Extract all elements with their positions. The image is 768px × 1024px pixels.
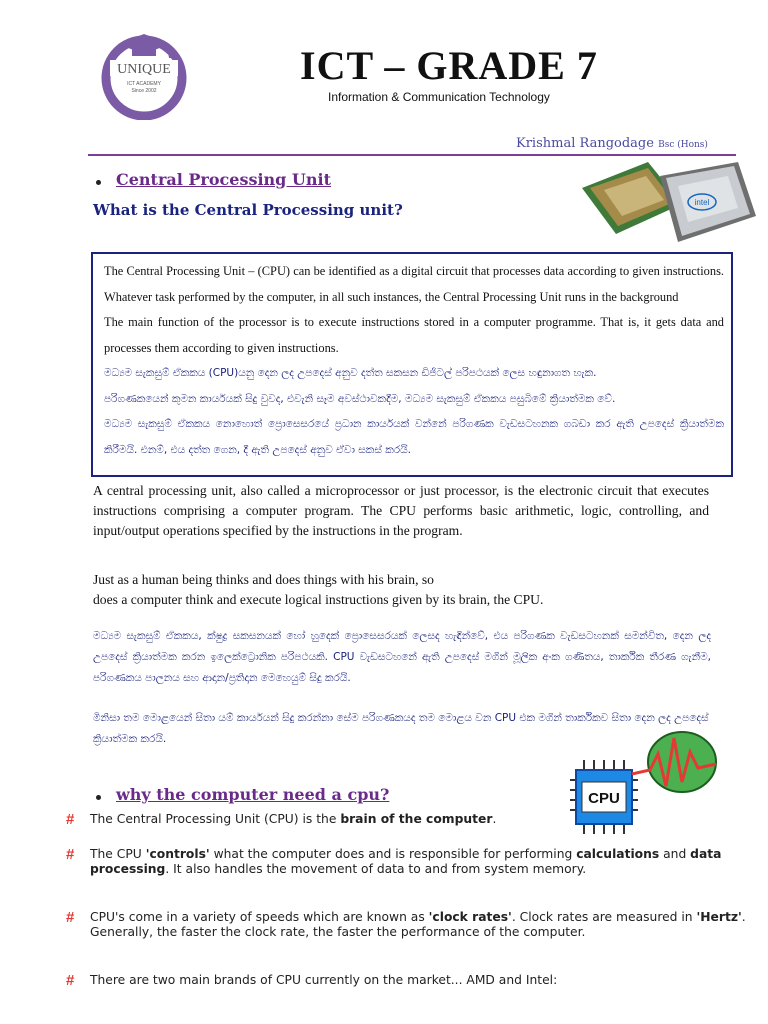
definition-box-content	[104, 259, 724, 463]
sinhala-paragraph-2: මිනිසා තම මොළයෙන් සිතා යම් කාර්යයන් සිදු කරන්නා සේම පරිගණකයද තම මොළය වන CPU එක මගින් තාර්කිකව සිතා දෙන ලද උපදෙස් ක්‍රියාත්මක කරයි.	[93, 712, 709, 745]
box-line: The Central Processing Unit – (CPU) can be identified as a digital circuit that processes data according to given instructions. Whatever task performed by the computer, in all such instances, the Central Processing Unit runs in the background	[104, 264, 724, 304]
box-line: The main function of the processor is to execute instructions stored in a computer programme. That is, it gets data and processes them according to given instructions.	[104, 315, 724, 355]
svg-text:intel: intel	[694, 198, 710, 207]
question-heading: What is the Central Processing unit?	[93, 201, 403, 219]
logo-text: UNIQUE	[117, 62, 171, 77]
bullet-dot	[96, 180, 101, 185]
why-item: # There are two main brands of CPU currently on the market... AMD and Intel:	[66, 972, 558, 989]
paragraph-cpu-definition: A central processing unit, also called a microprocessor or just processor, is the electronic circuit that executes instructions comprising a computer program. The CPU performs basic arithmetic, logic, controlling, and input/output operations specified by the instructions in the program.	[93, 483, 709, 538]
why-item: # The Central Processing Unit (CPU) is the brain of the computer.	[66, 811, 497, 828]
sinhala-paragraph-1: මධ්‍යම සැකසුම් ඒකකය, ක්ෂුද්‍ර සකසනයක් හෝ හුදෙක් ප්‍රොසෙසරයක් ලෙසද හැඳින්වේ, එය පරිගණක වැඩසටහනක් සමන්විත, දෙන ලද උපදෙස් ක්‍රියාත්මක කරන ඉලෙක්ට්‍රොනික පරිපථයකි. CPU වැඩසටහනේ ඇති උපදෙස් මගින් මූලික අංක ගණිතය, තාර්කික තීරණ ගැනීම, පරිගණකය පාලනය සහ ආදාන/ප්‍රතිදාන මෙහෙයුම් සිදු කරයි.	[93, 630, 711, 684]
bullet-dot	[96, 795, 101, 800]
box-sinhala-line: පරිගණකයෙන් කුමන කාර්යයක් සිදු වුවද, එවැනි සෑම අවස්ථාවකදීම, මධ්‍යම සැකසුම් ඒකකය පසුබිමේ ක්‍රියාත්මක වේ.	[104, 392, 616, 405]
header-divider	[88, 154, 736, 156]
page-title: ICT – GRADE 7	[300, 43, 598, 88]
unique-academy-logo	[88, 28, 200, 120]
section-heading-cpu: Central Processing Unit	[116, 170, 331, 189]
author-name: Krishmal Rangodage Bsc (Hons)	[516, 136, 708, 151]
page-subtitle: Information & Communication Technology	[328, 90, 550, 104]
box-sinhala-line: මධ්‍යම සැකසුම් ඒකකය (CPU)යනු දෙන ලද උපදෙස් අනුව දත්ත සකසන ඩිජිටල් පරිපථයක් ලෙස හඳුනාගත හැක.	[104, 367, 597, 379]
svg-text:ICT ACADEMY: ICT ACADEMY	[127, 81, 161, 87]
section-heading-why: why the computer need a cpu?	[116, 785, 390, 804]
paragraph-brain-analogy: Just as a human being thinks and does things with his brain, so does a computer think and execute logical instructions given by its brain, the CPU.	[93, 572, 544, 607]
author-degree: Bsc (Hons)	[658, 140, 708, 150]
box-sinhala-line: මධ්‍යම සැකසුම් ඒකකය නොහොත් ප්‍රොසෙසරයේ ප්‍රධාන කාර්යයක් වන්නේ පරිගණක වැඩසටහනක ගබඩා කර ඇති උපදෙස් ක්‍රියාත්මක කිරීමයි. එනම්, එය දත්ත ගෙන, දී ඇති උපදෙස් අනුව ඒවා සකස් කරයි.	[104, 418, 724, 456]
svg-text:Since 2002: Since 2002	[131, 88, 157, 94]
cpu-chip-label: CPU	[588, 790, 620, 807]
why-item: # CPU's come in a variety of speeds which are known as 'clock rates'. Clock rates are measured in 'Hertz'. Generally, the faster the clock rate, the faster the performance of the computer.	[66, 909, 746, 939]
why-item: # The CPU 'controls' what the computer does and is responsible for performing calculations and data processing. It also handles the movement of data to and from system memory.	[66, 846, 722, 876]
cpu-photo-image	[578, 158, 758, 250]
